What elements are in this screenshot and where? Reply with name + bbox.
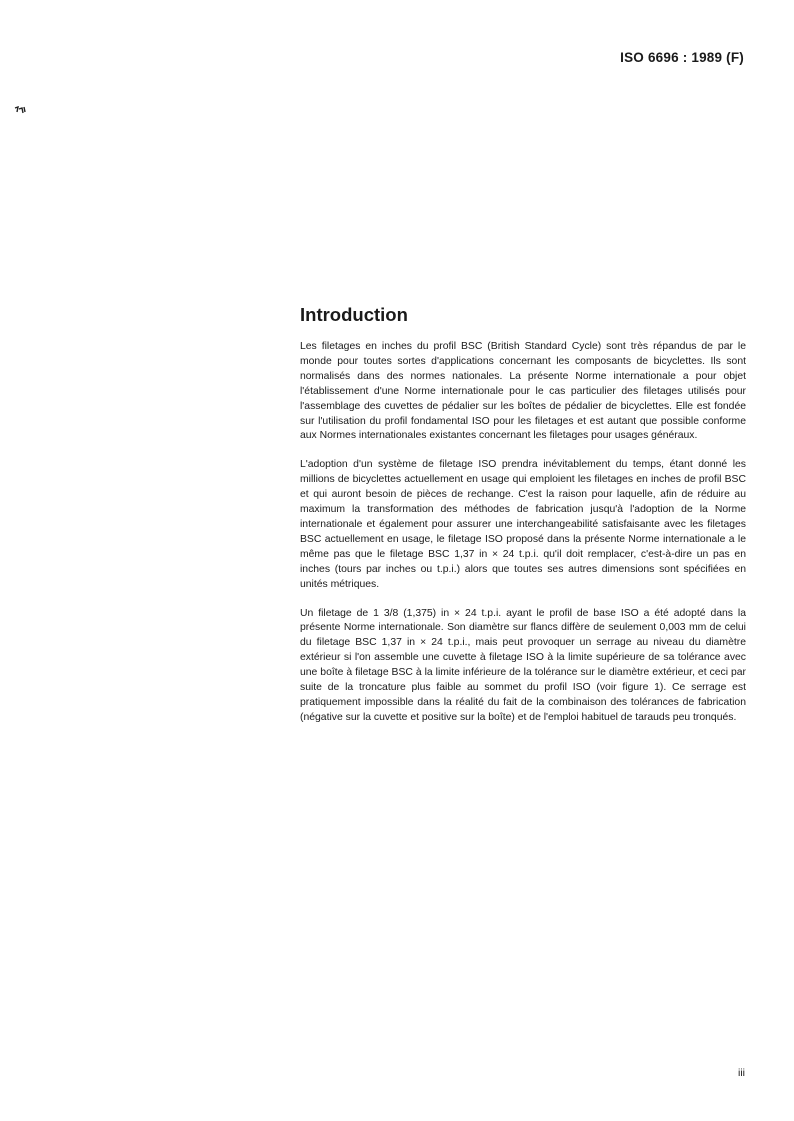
paragraph-1: Les filetages en inches du profil BSC (British Standard Cycle) sont très répandus de par le monde pour toutes sortes d'applications concernant les composants de bicyclettes. Ils sont normalisés dans des normes nationales. La présente Norme internationale a pour objet l'établissement d'une Norme internationale pour le cas particulier des filetages utilisés pour l'assemblage des cuvettes de pédalier sur les boîtes de pédalier de bicyclettes. Elle est fondée sur l'utilisation du profil fondamental ISO pour les filetages et est autant que possible conforme aux Normes internationales existantes concernant les filetages pour usages généraux.: [300, 341, 746, 442]
introduction-section: [300, 304, 746, 740]
page-number: iii: [738, 1067, 745, 1079]
scan-artifact-mark: [14, 106, 26, 114]
section-title: Introduction: [300, 304, 408, 325]
paragraph-2: L'adoption d'un système de filetage ISO prendra inévitablement du temps, étant donné les millions de bicyclettes actuellement en usage qui emploient les filetages en inches de profil BSC et qui auront besoin de pièces de rechange. C'est la raison pour laquelle, afin de réduire au maximum la transformation des méthodes de fabrication jusqu'à l'adoption de la Norme internationale et également pour assurer une interchangeabilité satisfaisante avec les filetages BSC actuellement en usage, le filetage ISO proposé dans la présente Norme internationale a le même pas que le filetage BSC 1,37 in × 24 t.p.i. qu'il doit remplacer, c'est-à-dire un pas en inches (tours par inches ou t.p.i.) alors que toutes ses autres dimensions sont spécifiées en unités métriques.: [300, 459, 746, 590]
document-identifier: ISO 6696 : 1989 (F): [620, 50, 744, 65]
paragraph-3: Un filetage de 1 3/8 (1,375) in × 24 t.p.i. ayant le profil de base ISO a été adopté dans la présente Norme internationale. Son diamètre sur flancs diffère de seulement 0,003 mm de celui du filetage BSC 1,37 in × 24 t.p.i., mais peut provoquer un serrage au niveau du diamètre extérieur si l'on assemble une cuvette à filetage ISO à la limite supérieure de sa tolérance avec une boîte à filetage BSC à la limite inférieure de la tolérance sur le diamètre extérieur, et ceci par suite de la troncature plus faible au sommet du profil ISO (voir figure 1). Ce serrage est pratiquement impossible dans la réalité du fait de la combinaison des tolérances de fabrication (négative sur la cuvette et positive sur la boîte) et de l'emploi habituel de tarauds peu tronqués.: [300, 607, 746, 723]
